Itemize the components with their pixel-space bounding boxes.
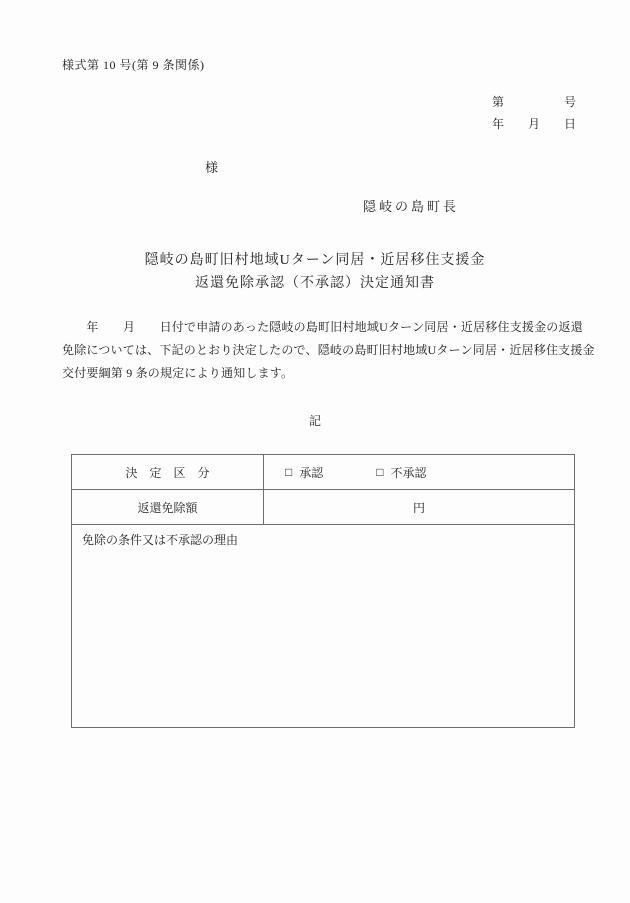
date-line (492, 115, 576, 132)
document-title (0, 249, 630, 295)
title-line-1: 隠岐の島町旧村地域Uターン同居・近居移住支援金 (144, 253, 486, 268)
doc-number-prefix: 第 (492, 95, 505, 109)
decision-options (264, 464, 574, 481)
approve-option (285, 464, 323, 481)
doc-number-line (492, 93, 576, 110)
disapprove-checkbox[interactable]: □ (376, 465, 384, 479)
disapprove-label: 不承認 (390, 465, 427, 480)
form-number: 様式第 10 号(第 9 条関係) (62, 58, 205, 72)
date-year-label: 年 (492, 117, 505, 131)
date-month-label: 月 (527, 117, 540, 131)
approve-label: 承認 (299, 465, 324, 480)
body-line: 免除については、下記のとおり決定したので、隠岐の島町旧村地域Uターン同居・近居移住支援金 (62, 343, 595, 357)
table-row-amount (72, 490, 575, 525)
decision-category-label: 決 定 区 分 (72, 455, 264, 490)
body-line: 交付要綱第 9 条の規定により通知します。 (62, 366, 294, 380)
sender-title: 隠岐の島町長 (363, 199, 460, 214)
reason-label: 免除の条件又は不承認の理由 (82, 533, 239, 547)
date-day-label: 日 (563, 117, 576, 131)
decision-options-cell (264, 455, 575, 490)
amount-unit-label: 円 (264, 490, 575, 525)
table-row-reason (72, 525, 575, 728)
record-marker: 記 (308, 414, 321, 428)
body-paragraph (62, 316, 595, 385)
title-line-2: 返還免除承認（不承認）決定通知書 (195, 276, 435, 291)
decision-table (71, 454, 575, 728)
exemption-amount-label: 返還免除額 (72, 490, 264, 525)
table-row-decision (72, 455, 575, 490)
reason-cell (72, 525, 575, 728)
disapprove-option (376, 464, 426, 481)
addressee-label: 様 (205, 160, 219, 175)
approve-checkbox[interactable]: □ (285, 465, 293, 479)
body-line: 年 月 日付で申請のあった隠岐の島町旧村地域Uターン同居・近居移住支援金の返還 (62, 320, 583, 334)
doc-number-suffix: 号 (563, 95, 576, 109)
